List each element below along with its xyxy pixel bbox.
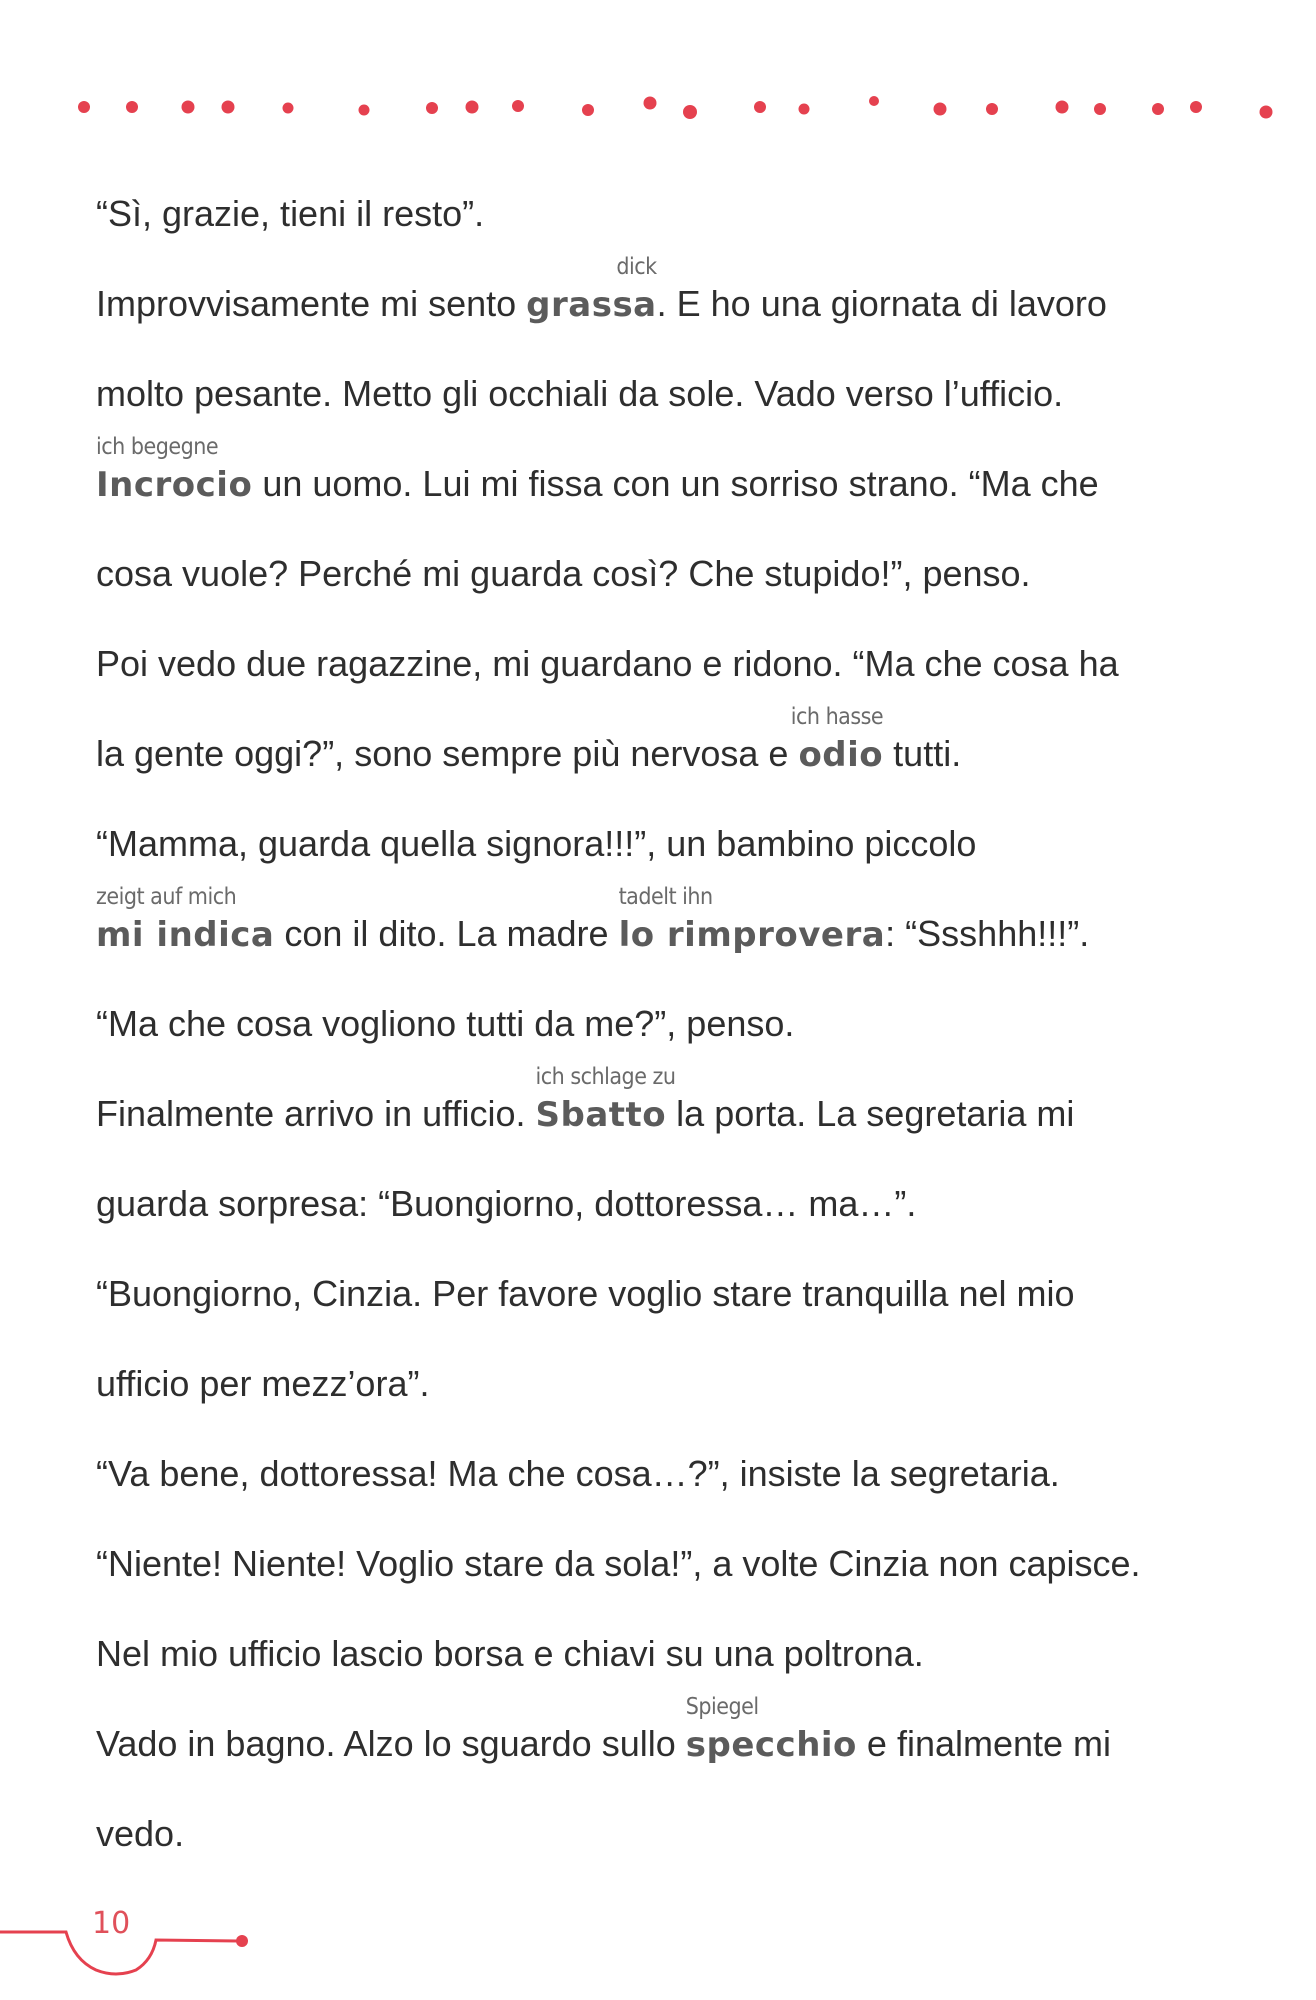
text-line xyxy=(96,1544,1141,1584)
text-run: “Mamma, guarda quella signora!!!”, un bambino piccolo xyxy=(96,823,977,864)
decorative-dot-row xyxy=(0,0,1316,140)
text-run: : “Ssshhh!!!”. xyxy=(885,913,1090,954)
text-line xyxy=(96,434,1099,505)
vocab-gloss: Spiegel xyxy=(685,1694,759,1720)
text-line xyxy=(96,254,1107,325)
vocab-keyword xyxy=(526,254,657,325)
text-run: cosa vuole? Perché mi guarda così? Che stupido!”, penso. xyxy=(96,553,1031,594)
vocab-keyword xyxy=(535,1064,676,1135)
text-run: “Niente! Niente! Voglio stare da sola!”, a volte Cinzia non capisce. xyxy=(96,1543,1141,1584)
vocab-word: mi indica xyxy=(96,915,275,955)
text-line xyxy=(96,554,1031,594)
vocab-word: grassa xyxy=(526,285,657,325)
text-run: molto pesante. Metto gli occhiali da sole. Vado verso l’ufficio. xyxy=(96,373,1064,414)
text-line xyxy=(96,1364,429,1404)
text-run: Nel mio ufficio lascio borsa e chiavi su una poltrona. xyxy=(96,1633,924,1674)
text-line xyxy=(96,644,1119,684)
vocab-gloss: dick xyxy=(616,254,657,280)
text-run: e finalmente mi xyxy=(856,1723,1112,1764)
text-line xyxy=(96,1184,916,1224)
text-run: “Va bene, dottoressa! Ma che cosa…?”, insiste la segretaria. xyxy=(96,1453,1060,1494)
text-line xyxy=(96,1694,1112,1765)
text-line xyxy=(96,374,1063,414)
text-run: con il dito. La madre xyxy=(274,913,619,954)
vocab-keyword xyxy=(790,704,884,775)
text-run: la gente oggi?”, sono sempre più nervosa e xyxy=(96,733,799,774)
text-line xyxy=(96,824,976,864)
vocab-gloss: zeigt auf mich xyxy=(96,884,237,910)
text-run: tutti. xyxy=(883,733,962,774)
text-line xyxy=(96,884,1090,955)
text-run: . E ho una giornata di lavoro xyxy=(656,283,1107,324)
text-line xyxy=(96,704,962,775)
text-run: vedo. xyxy=(96,1813,185,1854)
vocab-word: lo rimprovera xyxy=(618,915,886,955)
text-run: Vado in bagno. Alzo lo sguardo sullo xyxy=(96,1723,686,1764)
vocab-keyword xyxy=(96,884,275,955)
vocab-keyword xyxy=(685,1694,857,1765)
vocab-gloss: tadelt ihn xyxy=(618,884,713,910)
vocab-word: Incrocio xyxy=(96,465,253,505)
text-line xyxy=(96,1454,1060,1494)
page-number-ornament xyxy=(0,1900,300,1990)
text-run: guarda sorpresa: “Buongiorno, dottoressa… ma…”. xyxy=(96,1183,917,1224)
text-run: “Buongiorno, Cinzia. Per favore voglio stare tranquilla nel mio xyxy=(96,1273,1075,1314)
vocab-keyword xyxy=(96,434,253,505)
vocab-gloss: ich begegne xyxy=(96,434,219,460)
vocab-word: odio xyxy=(798,735,884,775)
vocab-gloss: ich hasse xyxy=(790,704,884,730)
vocab-gloss: ich schlage zu xyxy=(535,1064,676,1090)
text-run: “Sì, grazie, tieni il resto”. xyxy=(96,193,485,234)
text-run: Finalmente arrivo in ufficio. xyxy=(96,1093,536,1134)
text-run: Improvvisamente mi sento xyxy=(96,283,527,324)
text-line xyxy=(96,1274,1075,1314)
vocab-word: specchio xyxy=(685,1725,857,1765)
text-line xyxy=(96,1634,924,1674)
text-run: “Ma che cosa vogliono tutti da me?”, penso. xyxy=(96,1003,795,1044)
text-run: ufficio per mezz’ora”. xyxy=(96,1363,430,1404)
text-line xyxy=(96,194,484,234)
text-line xyxy=(96,1004,794,1044)
text-line xyxy=(96,1814,184,1854)
vocab-keyword xyxy=(618,884,886,955)
text-run: Poi vedo due ragazzine, mi guardano e ridono. “Ma che cosa ha xyxy=(96,643,1119,684)
text-run: un uomo. Lui mi fissa con un sorriso strano. “Ma che xyxy=(252,463,1099,504)
page-number: 10 xyxy=(92,1906,131,1941)
vocab-word: Sbatto xyxy=(535,1095,667,1135)
text-line xyxy=(96,1064,1075,1135)
text-run: la porta. La segretaria mi xyxy=(666,1093,1075,1134)
